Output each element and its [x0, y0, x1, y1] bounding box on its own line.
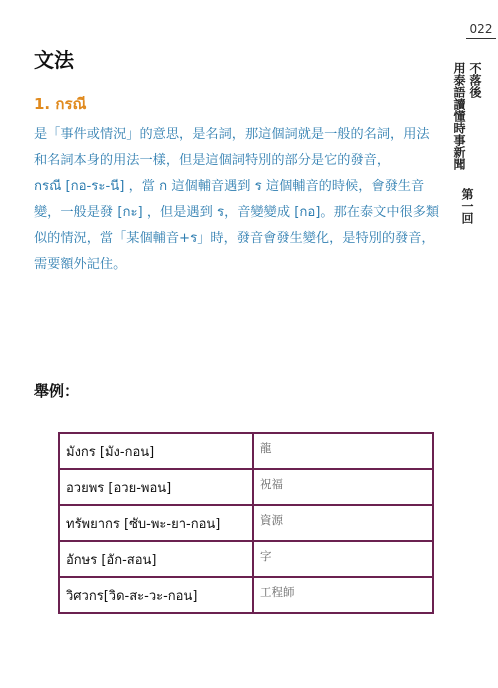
table-row: [59, 505, 433, 541]
running-header-chapter: 第一回: [460, 188, 474, 224]
examples-table: [58, 432, 434, 614]
explanation-paragraph: 是「事件或情況」的意思，是名詞，那這個詞就是一般的名詞，用法和名詞本身的用法一樣，但是這個詞特別的部分是它的發音，: [34, 127, 430, 168]
section-title: 文法: [34, 48, 74, 72]
running-header-columns: [452, 62, 482, 174]
table-row: [59, 469, 433, 505]
running-header-part-1: [468, 62, 482, 174]
table-row: [59, 577, 433, 613]
explanation-paragraph: กรณี [กอ-ระ-นี] ，當 ก 這個輔音遇到 ร 這個輔音的時候，會發生音變，一般是發 [กะ] ，但是遇到 ร，音變變成 [กอ]。那在泰文中很多類似的情況，當「某個輔音+ร」時，發音會發生變化，是特別的發音，需要額外記住。: [34, 179, 440, 272]
running-header: [452, 62, 482, 224]
table-row: [59, 433, 433, 469]
table-row: [59, 541, 433, 577]
meaning-cell: 字: [253, 541, 433, 577]
thai-word-cell: อวยพร [อวย-พอน]: [59, 469, 253, 505]
explanation-body: [34, 122, 442, 278]
running-header-text-2: 用泰語讀懂時事新聞: [452, 62, 466, 170]
examples-heading: 舉例：: [34, 382, 80, 400]
meaning-cell: 祝福: [253, 469, 433, 505]
thai-word-cell: วิศวกร[วิด-สะ-วะ-กอน]: [59, 577, 253, 613]
page-number: 022: [466, 22, 496, 39]
thai-word-cell: มังกร [มัง-กอน]: [59, 433, 253, 469]
thai-word-cell: ทรัพยากร [ซับ-พะ-ยา-กอน]: [59, 505, 253, 541]
running-header-part-2: [452, 62, 466, 174]
grammar-point-heading: 1. กรณี: [34, 95, 87, 113]
meaning-cell: 龍: [253, 433, 433, 469]
meaning-cell: 資源: [253, 505, 433, 541]
meaning-cell: 工程師: [253, 577, 433, 613]
thai-word-cell: อักษร [อัก-สอน]: [59, 541, 253, 577]
running-header-text-1: 不落後: [468, 62, 482, 98]
